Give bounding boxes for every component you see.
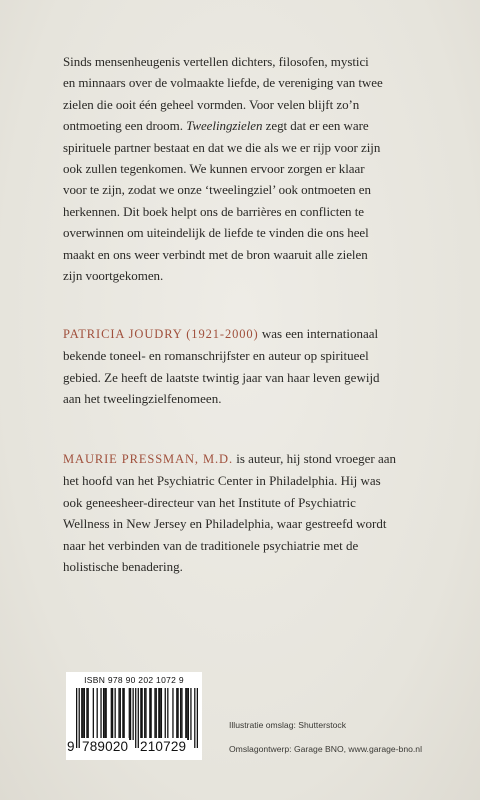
book-title-italic: Tweelingzielen — [186, 118, 263, 134]
barcode-bar — [81, 688, 82, 740]
author-name-pressman: MAURIE PRESSMAN, M.D. — [63, 452, 233, 466]
barcode-bar — [190, 688, 191, 740]
barcode-bar — [86, 688, 87, 740]
barcode-bar — [140, 688, 141, 740]
barcode-bar — [177, 688, 178, 740]
barcode-bar — [82, 688, 83, 740]
barcode-bar — [129, 688, 130, 740]
barcode-bar — [176, 688, 177, 740]
barcode-bar — [97, 688, 98, 740]
barcode-bar — [181, 688, 182, 740]
barcode-bar — [150, 688, 151, 740]
author-bio-text-pressman: is auteur, hij stond vroeger aan het hoofd van het Psychiatric Center in Philadelphia. Hij was ook geneesheer-directeur van het Institute of Psychiatric Wellness in New Jersey en Philadelphia, waar gestreefd wordt naar het verbinden van de traditionele psychiatrie met de holistische benadering. — [63, 451, 396, 575]
blurb-part-1: Sinds mensenheugenis vertellen dichters, filosofen, mystici en minnaars over de volmaakte liefde, de vereniging van twee zielen die ooit één geheel vormden. Voor velen blijft zo’n ontmoeting een droom. — [63, 54, 383, 134]
barcode-bar — [124, 688, 125, 740]
barcode-bar — [145, 688, 146, 740]
barcode-bar — [118, 688, 119, 740]
barcode-bar — [93, 688, 94, 740]
barcode-bar — [130, 688, 131, 740]
barcode-bar — [141, 688, 142, 740]
barcode-bar — [149, 688, 150, 740]
blurb-text — [63, 51, 423, 286]
barcode-bar — [154, 688, 155, 740]
barcode-bar — [88, 688, 89, 740]
barcode-bar — [84, 688, 85, 740]
barcode-bar — [100, 688, 101, 740]
isbn-label: ISBN 978 90 202 1072 9 — [84, 675, 184, 685]
barcode-digit-first: 9 — [67, 739, 75, 754]
barcode-bar — [144, 688, 145, 740]
barcode-digits-left: 789020 — [82, 739, 129, 754]
barcode-bar — [122, 688, 123, 740]
barcode-bar — [120, 688, 121, 740]
design-credit: Omslagontwerp: Garage BNO, www.garage-bno.nl — [229, 744, 422, 754]
barcode-bar — [180, 688, 181, 740]
illustration-credit: Illustratie omslag: Shutterstock — [229, 720, 347, 730]
barcode-bar — [186, 688, 187, 740]
barcode-bar — [106, 688, 107, 740]
barcode-bar — [188, 688, 189, 740]
author-bio-joudry — [63, 323, 423, 410]
barcode-bar — [103, 688, 104, 740]
barcode-bar — [111, 688, 112, 740]
barcode-bar — [133, 688, 134, 740]
barcode-bar — [161, 688, 162, 740]
barcode-bar — [185, 688, 186, 740]
barcode-bar — [167, 688, 168, 740]
barcode-bar — [158, 688, 159, 740]
isbn-barcode — [66, 672, 202, 760]
barcode-digits-right: 210729 — [140, 739, 187, 754]
cover-credits — [229, 713, 469, 761]
author-name-joudry: PATRICIA JOUDRY (1921-2000) — [63, 327, 259, 341]
barcode-bar — [165, 688, 166, 740]
barcode-bar — [156, 688, 157, 740]
barcode-bar — [172, 688, 173, 740]
barcode-bar — [159, 688, 160, 740]
author-bio-text-joudry: was een internationaal bekende toneel- en romanschrijfster en auteur op spiritueel gebied. Ze heeft de laatste twintig jaar van haar leven gewijd aan het tweelingzielfenomeen. — [63, 326, 380, 407]
author-bio-pressman — [63, 448, 423, 577]
barcode-digits — [66, 738, 202, 758]
barcode-bar — [104, 688, 105, 740]
blurb-part-2: zegt dat er een ware spirituele partner bestaat en dat we die als we er rijp voor zijn ook zullen tegenkomen. We kunnen ervoor zorgen er klaar voor te zijn, zodat we onze ‘tweelingziel’ ook ontmoeten en herkennen. Dit boek helpt ons de barrières en conflicten te overwinnen om uiteindelijk de liefde te vinden die ons heel maakt en ons weer verbindt met de bron waaruit alle zielen zijn voortgekomen. — [63, 118, 381, 284]
barcode-bar — [112, 688, 113, 740]
barcode-bar — [115, 688, 116, 740]
